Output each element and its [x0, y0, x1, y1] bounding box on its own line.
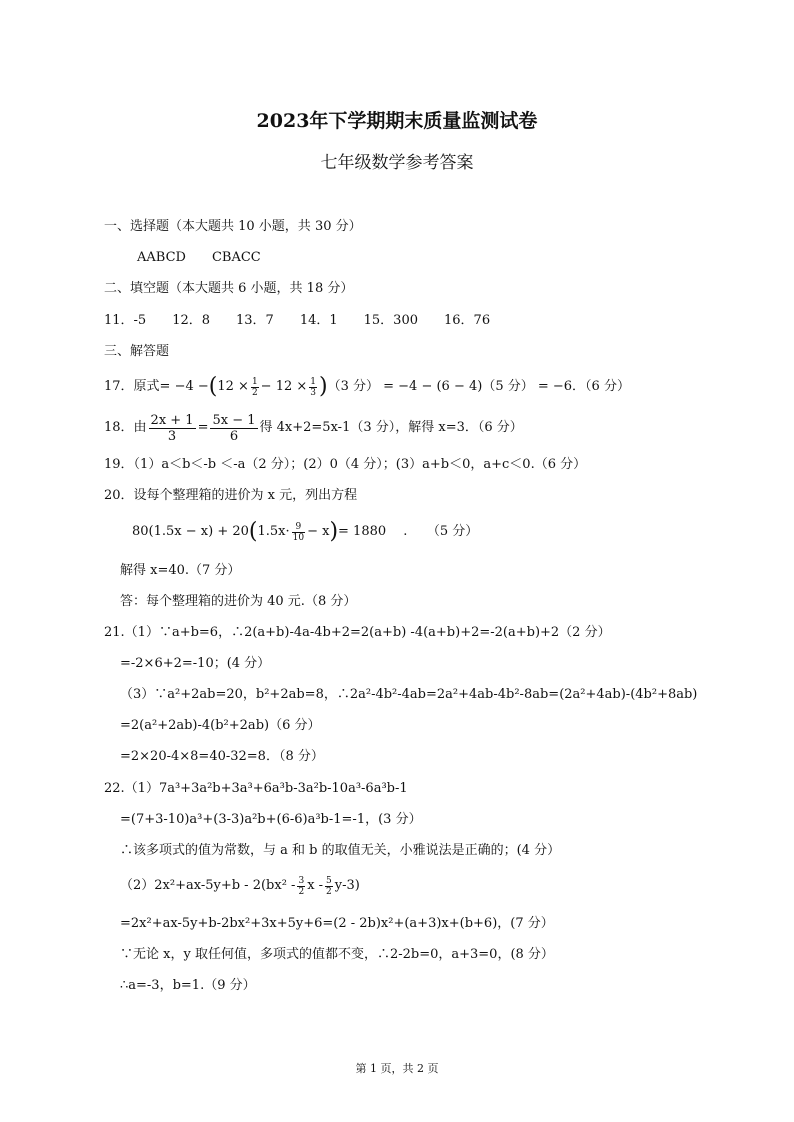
q22-l4-pre: （2）2x²+ax-5y+b - 2(bx² - [120, 878, 296, 893]
q22-l4-post: y-3) [334, 878, 360, 893]
section3-heading: 三、解答题 [104, 344, 170, 359]
q22-line2: =(7+3-10)a³+(3-3)a²b+(6-6)a³b-1=-1，(3 分） [120, 812, 422, 827]
q18-pre: 18．由 [104, 420, 147, 435]
q22-line6: ∵无论 x，y 取任何值，多项式的值都不变，∴2-2b=0，a+3=0，(8 分） [120, 947, 554, 962]
q17-frac1: $\frac{1}{2}$ [251, 376, 258, 398]
page-footer: 第 1 页，共 2 页 [355, 1062, 439, 1075]
q20-line1: 20．设每个整理箱的进价为 x 元，列出方程 [104, 488, 358, 503]
q20-eq-inner2: − x [307, 524, 330, 539]
q17-right-paren: ) [319, 374, 328, 399]
q22-frac1: $\frac{3}{2}$ [298, 875, 305, 897]
q20-eq-post: = 1880 . （5 分） [338, 524, 479, 539]
q18-line [104, 412, 523, 445]
q20-equation [132, 516, 478, 549]
page-subtitle: 七年级数学参考答案 [320, 153, 474, 173]
section2-heading: 二、填空题（本大题共 6 小题，共 18 分） [104, 281, 354, 296]
section1-answers: AABCD CBACC [137, 250, 261, 265]
q18-frac2: $\frac{5x - 1}{6}$ [212, 412, 256, 444]
page-title: 2023年下学期期末质量监测试卷 [256, 110, 538, 132]
q18-eq: = [197, 420, 209, 435]
q18-post: 得 4x+2=5x-1（3 分），解得 x=3．（6 分） [259, 420, 523, 435]
q22-frac2: $\frac{5}{2}$ [326, 875, 332, 897]
q20-eq-inner: 1.5x· [257, 524, 290, 539]
q21-line4: =2(a²+2ab)-4(b²+2ab)（6 分） [120, 718, 321, 733]
q21-line5: =2×20-4×8=40-32=8．（8 分） [120, 749, 324, 764]
q20-frac: $\frac{9}{10}$ [292, 521, 305, 543]
q21-line3: （3）∵a²+2ab=20，b²+2ab=8，∴2a²-4b²-4ab=2a²+4ab-4b²-8ab=(2a²+4ab)-(4b²+8ab) [120, 687, 698, 702]
q17-line [104, 374, 630, 401]
q17-frac2: $\frac{1}{3}$ [310, 376, 316, 398]
section2-answers: 11．-5 12．8 13．7 14．1 15．300 16．76 [104, 313, 491, 328]
q17-pre: 17．原式= −4 − [104, 379, 209, 394]
q20-left-paren: ( [248, 519, 258, 544]
q18-frac1: $\frac{2x + 1}{3}$ [150, 412, 194, 444]
q17-post: （3 分） = −4 − (6 − 4)（5 分） = −6．（6 分） [327, 379, 630, 394]
q21-line2: =-2×6+2=-10；(4 分） [120, 656, 271, 671]
q20-right-paren: ) [329, 519, 339, 544]
q21-line1: 21.（1）∵a+b=6，∴2(a+b)-4a-4b+2=2(a+b) -4(a+b)+2=-2(a+b)+2（2 分） [104, 625, 611, 640]
q22-line1: 22.（1）7a³+3a²b+3a³+6a³b-3a²b-10a³-6a³b-1 [104, 781, 408, 796]
q19-line: 19．（1）a＜b＜-b ＜-a（2 分）；(2）0（4 分）；(3）a+b＜0，a+c＜0.（6 分） [104, 457, 587, 472]
q17-part2: − 12 × [260, 379, 308, 394]
q20-line4: 答：每个整理箱的进价为 40 元.（8 分） [120, 594, 357, 609]
q17-left-paren: ( [208, 374, 218, 399]
q17-part1: 12 × [217, 379, 249, 394]
q22-line3: ∴该多项式的值为常数，与 a 和 b 的取值无关，小雅说法是正确的；(4 分） [120, 843, 561, 858]
q22-l4-mid: x - [307, 878, 324, 893]
q20-eq-pre: 80(1.5x − x) + 20 [132, 524, 249, 539]
q22-line5: =2x²+ax-5y+b-2bx²+3x+5y+6=(2 - 2b)x²+(a+3)x+(b+6)，(7 分） [120, 916, 554, 931]
q22-line4 [120, 870, 360, 903]
q20-line3: 解得 x=40.（7 分） [120, 563, 241, 578]
section1-heading: 一、选择题（本大题共 10 小题，共 30 分） [104, 219, 362, 234]
q22-line7: ∴a=-3，b=1.（9 分） [120, 978, 256, 993]
